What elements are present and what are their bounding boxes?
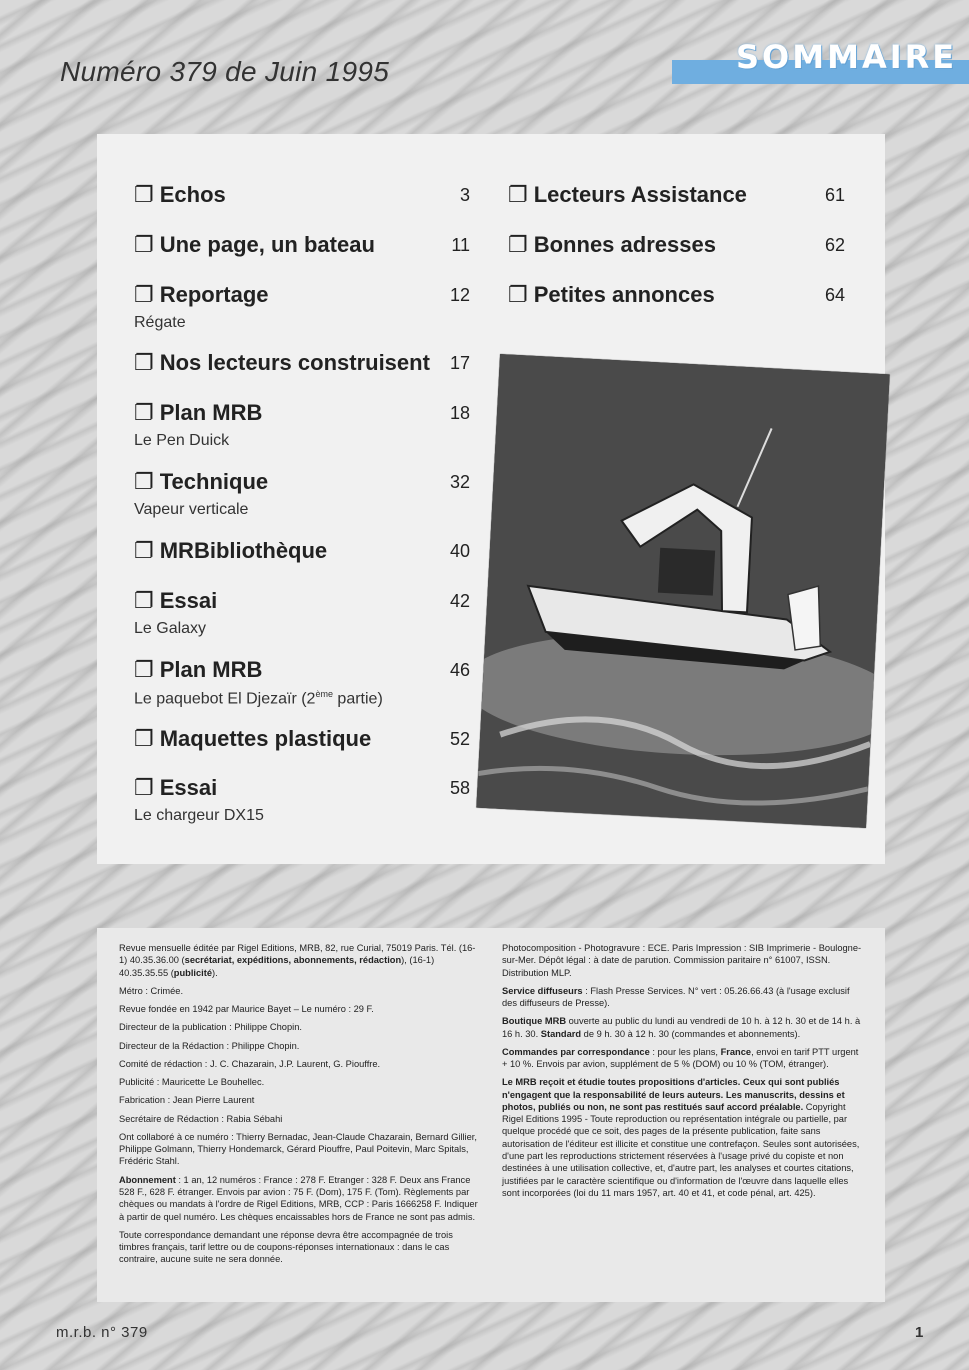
colophon-paragraph — [119, 1040, 479, 1052]
colophon-text: Commandes par correspondance — [502, 1046, 650, 1057]
colophon-right-column — [502, 942, 862, 1205]
checkbox-icon: ❐ — [508, 282, 528, 307]
colophon-text: : 1 an, 12 numéros : France : 278 F. Etranger : 328 F. Deux ans France 528 F., 628 F. étranger. Envois par avion : 75 F. (Dom), 175 F. (Tom). Règlements par chèques ou mandats à l'ordre de Rigel Editions, MRB, CCP : Paris 1666258 F. Indiquer à partir de quel numéro. Les chèques encaissables hors de France ne sont pas admis. — [119, 1174, 478, 1222]
toc-entry[interactable] — [134, 726, 371, 752]
toc-entry[interactable] — [508, 232, 716, 258]
checkbox-icon: ❐ — [134, 588, 154, 613]
colophon-text: publicité — [173, 967, 213, 978]
toc-entry[interactable] — [134, 588, 217, 638]
checkbox-icon: ❐ — [134, 775, 154, 800]
colophon-paragraph — [119, 1113, 479, 1125]
colophon-paragraph — [119, 1076, 479, 1088]
toc-page-number: 32 — [449, 472, 470, 492]
colophon-paragraph — [502, 1015, 862, 1040]
toc-entry[interactable] — [134, 182, 226, 208]
toc-entry-title — [508, 282, 715, 308]
toc-page-number: 64 — [824, 285, 845, 305]
colophon-left-column — [119, 942, 479, 1272]
toc-entry-title — [134, 282, 269, 308]
toc-page-number: 61 — [824, 185, 845, 205]
toc-entry-label: Plan MRB — [159, 400, 263, 425]
toc-entry-label: Technique — [159, 469, 269, 494]
toc-entry-title — [134, 657, 383, 683]
colophon-text: Publicité : Mauricette Le Bouhellec. — [119, 1077, 265, 1088]
toc-entry-title — [134, 400, 262, 426]
toc-page-number: 58 — [449, 778, 470, 798]
toc-entry[interactable] — [508, 282, 715, 308]
colophon-text: : Flash Presse Services. N° vert : 05.26.66.43 (à l'usage exclusif des diffuseurs de Presse). — [502, 985, 850, 1009]
toc-entry-title — [508, 232, 716, 258]
toc-entry[interactable] — [134, 232, 375, 258]
colophon-text: : pour les plans, — [649, 1046, 721, 1057]
toc-entry-subtitle: Vapeur verticale — [134, 501, 249, 518]
toc-entry-title — [134, 538, 327, 564]
colophon-text: Fabrication : Jean Pierre Laurent — [119, 1095, 255, 1106]
toc-entry[interactable] — [134, 282, 269, 332]
colophon-text: Revue mensuelle éditée par Rigel Editions, MRB, 82, rue Curial, 75019 Paris. Tél. (16-1) 40.35.36.00 ( — [119, 943, 476, 966]
toc-entry-label: Echos — [159, 182, 226, 207]
checkbox-icon: ❐ — [134, 282, 154, 307]
footer-page-number: 1 — [915, 1324, 924, 1341]
toc-entry[interactable] — [134, 400, 262, 450]
toc-entry-subtitle: Le chargeur DX15 — [134, 807, 264, 824]
toc-entry-label: Maquettes plastique — [159, 726, 372, 751]
cover-photo — [476, 354, 889, 828]
colophon-paragraph — [119, 1094, 479, 1106]
colophon-paragraph — [119, 985, 479, 997]
toc-page-number: 42 — [449, 591, 470, 611]
checkbox-icon: ❐ — [134, 657, 154, 682]
toc-entry-subtitle: Régate — [134, 314, 186, 331]
colophon-text: Directeur de la Rédaction : Philippe Chopin. — [119, 1040, 300, 1051]
colophon-paragraph — [119, 1021, 479, 1033]
colophon-paragraph — [119, 1174, 479, 1223]
colophon-paragraph — [119, 1131, 479, 1168]
colophon-paragraph — [502, 1046, 862, 1071]
colophon-text: Copyright Rigel Editions 1995 - Toute reproduction ou représentation intégrale ou partielle, par quelque procédé que ce soit, des pages de la présente publication, faite sans autorisation de l'éditeur est illicite et constitue une contrefaçon. Seules sont autorisées, d'une part les reproductions strictement réservées à l'usage privé du copiste et non destinées à une utilisation collective, et, d'autre part, les analyses et courtes citations, justifiées par le caractère scientifique ou d'information de l'œuvre dans laquelle elles sont incorporées (loi du 11 mars 1957, art. 40 et 41, et code pénal, art. 425). — [502, 1101, 860, 1198]
toc-entry-subtitle-text: partie) — [332, 690, 383, 708]
toc-entry-label: Plan MRB — [159, 657, 263, 682]
colophon-text: Le MRB reçoit et étudie toutes propositions d'articles. Ceux qui sont publiés n'engagent que la responsabilité de leurs auteurs. Les manuscrits, dessins et photos, publiés ou non, ne sont pas restitués sauf accord préalable. — [502, 1077, 845, 1112]
colophon-paragraph — [119, 1058, 479, 1070]
checkbox-icon: ❐ — [134, 232, 154, 257]
issue-title: Numéro 379 de Juin 1995 — [60, 56, 390, 87]
toc-page-number: 3 — [459, 185, 470, 205]
colophon-text: Secrétaire de Rédaction : Rabia Sébahi — [119, 1113, 283, 1124]
toc-entry-title — [134, 726, 371, 752]
toc-entry[interactable] — [134, 469, 268, 519]
checkbox-icon: ❐ — [508, 182, 528, 207]
toc-page-number: 62 — [824, 235, 845, 255]
colophon-text: Directeur de la publication : Philippe Chopin. — [119, 1022, 302, 1033]
toc-entry-subtitle-superscript: ème — [315, 689, 333, 699]
toc-entry-subtitle — [134, 689, 383, 708]
toc-entry-label: Nos lecteurs construisent — [159, 350, 430, 375]
toc-page-number: 40 — [449, 541, 470, 561]
toc-entry-label: Essai — [159, 775, 218, 800]
toc-entry-label: Une page, un bateau — [159, 232, 375, 257]
toc-page-number: 11 — [451, 235, 470, 255]
colophon-text: Ont collaboré à ce numéro : Thierry Bernadac, Jean-Claude Chazarain, Bernard Gillier, Philippe Golmann, Thierry Hondemarck, Gérard Piouffre, Paul Poitevin, Marc Spitals, Frédéric Stahl. — [119, 1131, 477, 1167]
toc-entry-label: Reportage — [159, 282, 269, 307]
toc-entry-label: MRBibliothèque — [159, 538, 328, 563]
toc-entry-title — [134, 350, 430, 376]
colophon-paragraph — [502, 942, 862, 979]
checkbox-icon: ❐ — [134, 400, 154, 425]
checkbox-icon: ❐ — [508, 232, 528, 257]
checkbox-icon: ❐ — [134, 469, 154, 494]
toc-entry-title — [134, 469, 268, 495]
toc-entry[interactable] — [134, 775, 264, 825]
toc-entry-title — [134, 588, 217, 614]
colophon-text: de 9 h. 30 à 12 h. 30 (commandes et abonnements). — [581, 1028, 801, 1039]
footer-magazine-number: m.r.b. n° 379 — [56, 1324, 148, 1341]
colophon-text: Standard — [540, 1028, 582, 1039]
section-label: SOMMAIRE — [736, 38, 958, 76]
toc-entry[interactable] — [134, 350, 430, 376]
boat-photo-image — [476, 354, 889, 828]
toc-entry-label: Essai — [159, 588, 218, 613]
toc-entry-title — [134, 182, 226, 208]
colophon-text: ). — [212, 967, 218, 978]
checkbox-icon: ❐ — [134, 726, 154, 751]
toc-entry-subtitle-text: Le paquebot El Djezaïr (2 — [134, 690, 316, 708]
colophon-text: France — [720, 1046, 752, 1057]
colophon-paragraph — [119, 1229, 479, 1266]
colophon-paragraph — [119, 942, 479, 979]
checkbox-icon: ❐ — [134, 182, 154, 207]
colophon-text: Abonnement — [119, 1174, 176, 1185]
colophon-text: secrétariat, expéditions, abonnements, rédaction — [184, 955, 402, 966]
colophon-text: Comité de rédaction : J. C. Chazarain, J.P. Laurent, G. Piouffre. — [119, 1058, 381, 1069]
toc-entry-subtitle: Le Pen Duick — [134, 432, 230, 449]
colophon — [97, 928, 885, 1302]
colophon-text: Photocomposition - Photogravure : ECE. Paris Impression : SIB Imprimerie - Boulogne-sur-Mer. Dépôt légal : à date de parution. Commission paritaire n° 61007, ISSN. Distribution MLP. — [502, 943, 862, 978]
colophon-paragraph — [502, 985, 862, 1010]
checkbox-icon: ❐ — [134, 350, 154, 375]
toc-entry-title — [508, 182, 747, 208]
toc-page-number: 46 — [449, 660, 470, 680]
toc-entry-label: Petites annonces — [533, 282, 715, 307]
colophon-paragraph — [502, 1076, 862, 1199]
toc-entry[interactable] — [134, 657, 383, 708]
toc-page-number: 52 — [449, 729, 470, 749]
toc-entry-title — [134, 775, 264, 801]
toc-entry-label: Lecteurs Assistance — [533, 182, 747, 207]
colophon-text: Boutique MRB — [502, 1016, 567, 1027]
colophon-text: Toute correspondance demandant une réponse devra être accompagnée de trois timbres français, tarif lettre ou de coupons-réponses internationaux : dans le cas contraire, aucune suite ne sera donnée. — [119, 1229, 453, 1265]
toc-entry[interactable] — [134, 538, 327, 564]
colophon-text: ouverte au public du lundi au vendredi de 10 h. à 12 h. 30 et de 14 h. à 16 h. 30. — [502, 1016, 861, 1039]
colophon-text: Métro : Crimée. — [119, 985, 184, 996]
colophon-text: , envoi en tarif PTT urgent + 10 %. Envois par avion, supplément de 5 % (DOM) ou 10 % (TOM, étranger). — [502, 1046, 859, 1070]
toc-entry-label: Bonnes adresses — [533, 232, 716, 257]
toc-page-number: 18 — [449, 403, 470, 423]
toc-page-number: 12 — [449, 285, 470, 305]
colophon-paragraph — [119, 1003, 479, 1015]
checkbox-icon: ❐ — [134, 538, 154, 563]
toc-entry-title — [134, 232, 375, 258]
colophon-text: Revue fondée en 1942 par Maurice Bayet – Le numéro : 29 F. — [119, 1004, 374, 1015]
colophon-text: ), (16-1) 40.35.35.55 ( — [119, 955, 435, 978]
toc-page-number: 17 — [449, 353, 470, 373]
colophon-text: Service diffuseurs — [502, 985, 583, 996]
toc-entry-subtitle: Le Galaxy — [134, 620, 207, 637]
toc-entry[interactable] — [508, 182, 747, 208]
